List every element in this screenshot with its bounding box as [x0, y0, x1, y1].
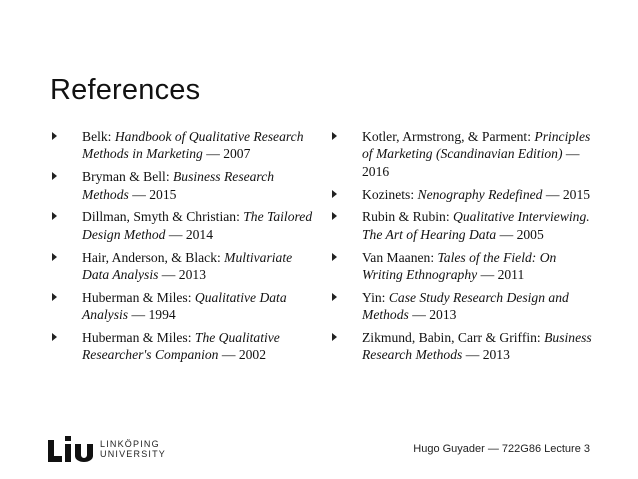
reference-title: Nenography Redefined [417, 186, 543, 202]
reference-title: The Tailored Design Method [82, 209, 313, 242]
reference-year: — 2007 [202, 146, 251, 162]
footer-text: Hugo Guyader — 722G86 Lecture 3 [413, 443, 590, 455]
reference-author: Van Maanen: [362, 249, 438, 265]
reference-title: Business Research Methods [82, 169, 275, 202]
reference-author: Huberman & Miles: [82, 289, 195, 305]
logo-text-line1: LINKÖPING [100, 439, 160, 449]
reference-author: Zikmund, Babin, Carr & Griffin: [362, 330, 545, 346]
bullet-icon [332, 293, 337, 301]
reference-title: Principles of Marketing (Scandinavian Edition) [362, 129, 591, 162]
references-left-column [48, 128, 318, 369]
reference-year: — 2013 [408, 307, 457, 323]
bullet-icon [332, 253, 337, 261]
reference-item [328, 208, 598, 243]
reference-author: Kotler, Armstrong, & Parment: [362, 129, 535, 144]
reference-title: Business Research Methods [362, 330, 592, 363]
reference-author: Huberman & Miles: [82, 330, 195, 346]
logo-text-line2: UNIVERSITY [100, 449, 167, 459]
reference-year: — 2015 [542, 186, 591, 202]
liu-logo-icon [48, 436, 96, 462]
bullet-icon [52, 132, 57, 140]
reference-author: Rubin & Rubin: [362, 209, 454, 225]
reference-item [328, 128, 598, 180]
reference-author: Dillman, Smyth & Christian: [82, 209, 244, 225]
reference-year: — 2015 [128, 186, 177, 202]
bullet-icon [52, 253, 57, 261]
reference-item [328, 329, 598, 364]
reference-title: Case Study Research Design and Methods [362, 289, 569, 323]
reference-year: — 2014 [165, 226, 214, 242]
reference-year: — 2005 [496, 226, 544, 242]
reference-year: — 2013 [462, 347, 510, 363]
reference-title: Qualitative Interviewing. The Art of Hearing Data [362, 209, 590, 242]
bullet-icon [332, 132, 337, 140]
reference-item [48, 208, 318, 243]
bullet-icon [52, 172, 57, 180]
bullet-icon [52, 293, 57, 301]
reference-item [48, 289, 318, 324]
reference-item [48, 329, 318, 364]
reference-year: — 2002 [218, 347, 267, 363]
reference-author: Hair, Anderson, & Black: [82, 249, 225, 265]
references-right-column [328, 128, 598, 369]
reference-item [48, 249, 318, 284]
reference-author: Kozinets: [362, 186, 418, 202]
reference-item [48, 128, 318, 163]
reference-author: Yin: [362, 289, 389, 305]
reference-item [328, 249, 598, 284]
reference-author: Bryman & Bell: [82, 169, 173, 185]
bullet-icon [332, 212, 337, 220]
reference-title: The Qualitative Researcher's Companion [82, 330, 280, 363]
reference-year: — 1994 [128, 307, 176, 323]
reference-title: Handbook of Qualitative Research Methods in Marketing [82, 129, 304, 162]
university-name [100, 439, 166, 459]
university-logo [48, 436, 166, 462]
reference-author: Belk: [82, 129, 115, 144]
reference-year: — 2011 [477, 267, 525, 283]
reference-year: — 2013 [158, 267, 206, 283]
reference-title: Multivariate Data Analysis [82, 249, 293, 283]
bullet-icon [52, 212, 57, 220]
bullet-icon [332, 333, 337, 341]
bullet-icon [332, 190, 337, 198]
reference-item [328, 289, 598, 324]
slide-title: References [50, 74, 201, 106]
reference-year: — 2016 [362, 146, 580, 179]
bullet-icon [52, 333, 57, 341]
reference-item [328, 186, 598, 203]
reference-item [48, 168, 318, 203]
reference-title: Tales of the Field: On Writing Ethnography [362, 249, 557, 283]
reference-title: Qualitative Data Analysis [82, 289, 287, 323]
